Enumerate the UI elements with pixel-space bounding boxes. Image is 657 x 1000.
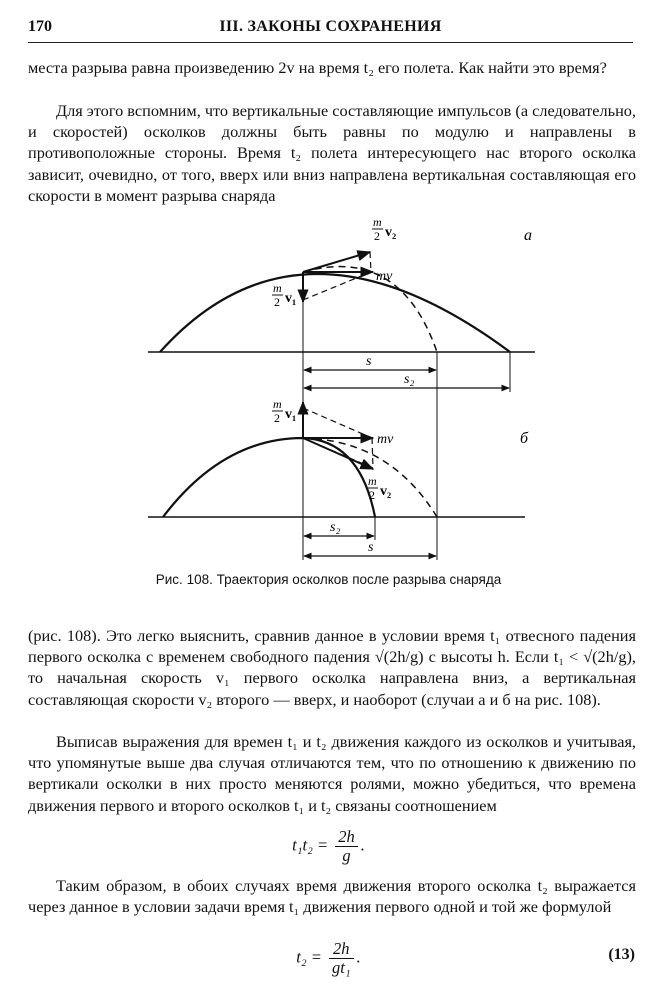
label-m-den-v2-b: 2 xyxy=(369,488,375,502)
label-m-den-v2-a: 2 xyxy=(374,229,380,243)
chapter-title: III. ЗАКОНЫ СОХРАНЕНИЯ xyxy=(219,18,442,35)
label-mv-a: mv xyxy=(376,269,393,284)
equation-1-numerator: 2h xyxy=(335,828,358,847)
label-m-num-v2-a: m xyxy=(373,215,382,229)
label-s-a: s xyxy=(366,354,372,369)
label-v2-b: v₂ xyxy=(380,484,392,499)
label-a: а xyxy=(524,227,532,244)
dashed-line-a3 xyxy=(303,272,371,300)
trajectory-a xyxy=(160,274,510,352)
label-m-num-v1-b: m xyxy=(273,397,282,411)
equation-1 xyxy=(0,828,657,865)
label-m-den-v1-a: 2 xyxy=(274,295,280,309)
equation-1-denominator: g xyxy=(342,846,351,865)
paragraph-4-text: Выписав выражения для времен t₁ и t₂ движения каждого из осколков и учитывая, что упомянутые выше два случая отличаются тем, что по отношению к движению по вертикали осколки в них просто меняются ролями, можно убедиться, что времена движения первого и второго осколков t₁ и t₂ связаны соотношением xyxy=(28,732,636,815)
label-v1-b: v₁ xyxy=(285,407,297,422)
label-m-num-v2-b: m xyxy=(368,474,377,488)
dashed-line-a2 xyxy=(370,252,371,272)
equation-1-tail: . xyxy=(360,835,365,855)
equation-2-fraction xyxy=(329,940,354,977)
equation-2-number: (13) xyxy=(608,946,635,963)
dashed-trajectory-a xyxy=(303,267,437,352)
equation-2-tail: . xyxy=(356,947,361,967)
label-s2-b: s₂ xyxy=(330,520,341,535)
vector-v2-b xyxy=(303,438,373,469)
paragraph-5-text: Таким образом, в обоих случаях время движения второго осколка t₂ выражается через данное в условии задачи время t₁ движения первого одной и той же формулой xyxy=(28,876,636,917)
trajectory-b xyxy=(163,438,375,517)
label-mv-b: mv xyxy=(377,432,394,447)
paragraph-1 xyxy=(28,57,636,78)
figure-caption: Рис. 108. Траектория осколков после разрыва снаряда xyxy=(155,572,502,587)
label-s2-a: s₂ xyxy=(404,372,415,387)
dashed-line-b1 xyxy=(303,408,372,438)
label-m-den-v1-b: 2 xyxy=(274,411,280,425)
label-v2-a: v₂ xyxy=(385,225,397,240)
vector-v2-a xyxy=(303,252,370,272)
label-m-num-v1-a: m xyxy=(273,281,282,295)
equation-2-numerator: 2h xyxy=(329,940,354,959)
figure-108 xyxy=(0,205,657,570)
equation-2-denominator: gt₁ xyxy=(332,958,351,977)
equation-1-lhs: t₁t₂ = xyxy=(292,835,329,855)
equation-2-lhs: t₂ = xyxy=(296,947,322,967)
paragraph-4 xyxy=(28,731,636,816)
paragraph-2 xyxy=(28,100,636,206)
paragraph-2-text: Для этого вспомним, что вертикальные составляющие импульсов (а следовательно, и скоростей) осколков должны быть равны по модулю и направлены в противоположные стороны. Время t₂ полета интересующего нас второго осколка зависит, очевидно, от того, вверх или вниз направлена вертикальная составляющая его скорости в момент разрыва снаряда xyxy=(28,101,637,205)
equation-1-fraction xyxy=(335,828,358,865)
label-b: б xyxy=(520,430,529,447)
dashed-line-b3 xyxy=(372,438,373,468)
page-number: 170 xyxy=(28,18,52,35)
label-v1-a: v₁ xyxy=(285,291,297,306)
paragraph-5 xyxy=(28,875,636,917)
equation-2 xyxy=(0,940,657,977)
paragraph-1-text: места разрыва равна произведению 2v на время t₂ его полета. Как найти это время? xyxy=(28,58,607,77)
paragraph-3-text: (рис. 108). Это легко выяснить, сравнив данное в условии время t₁ отвесного падения первого осколка с временем свободного падения √(2h/g) с высоты h. Если t₁ < √(2h/g), то начальная скорость v₁ первого осколка направлена вниз, а вертикальная составляющая скорости v₂ второго — вверх, и наоборот (случаи а и б на рис. 108). xyxy=(28,626,636,709)
paragraph-3 xyxy=(28,625,636,710)
label-s-b: s xyxy=(368,540,374,555)
page-header xyxy=(28,14,633,43)
